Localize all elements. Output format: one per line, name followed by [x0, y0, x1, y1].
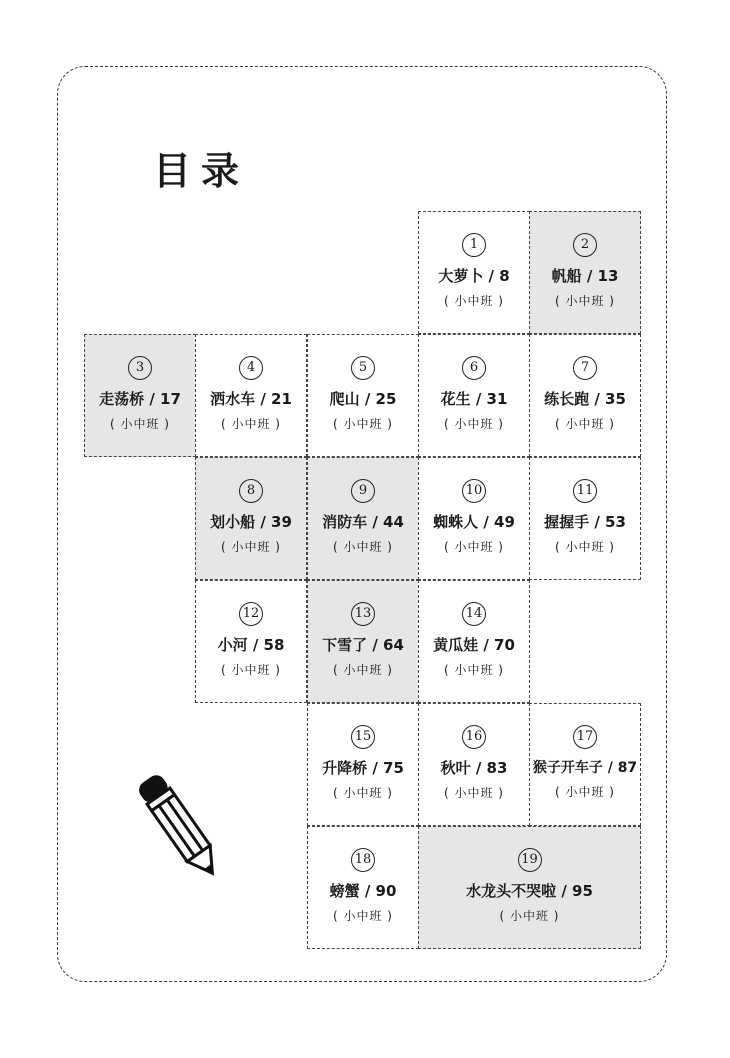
entry-grade: ( 小中班 )	[333, 417, 393, 431]
entry-number: 6	[462, 356, 486, 380]
entry-grade: ( 小中班 )	[555, 417, 615, 431]
toc-entry-16[interactable]	[418, 703, 530, 826]
pencil-icon	[128, 762, 228, 887]
entry-number: 10	[462, 479, 486, 503]
toc-entry-9[interactable]	[307, 457, 419, 580]
entry-number: 16	[462, 725, 486, 749]
entry-title: 练长跑 / 35	[544, 390, 626, 408]
toc-entry-10[interactable]	[418, 457, 530, 580]
toc-entry-18[interactable]	[307, 826, 419, 949]
entry-title: 黄瓜娃 / 70	[433, 636, 515, 654]
entry-title: 升降桥 / 75	[322, 759, 404, 777]
entry-title: 下雪了 / 64	[322, 636, 404, 654]
entry-number: 8	[239, 479, 263, 503]
entry-grade: ( 小中班 )	[444, 663, 504, 677]
entry-title: 小河 / 58	[217, 636, 285, 654]
entry-number: 17	[573, 725, 597, 749]
entry-title: 水龙头不哭啦 / 95	[466, 882, 593, 900]
entry-title: 大萝卜 / 8	[438, 267, 510, 285]
entry-number: 5	[351, 356, 375, 380]
entry-title: 螃蟹 / 90	[329, 882, 397, 900]
entry-grade: ( 小中班 )	[221, 663, 281, 677]
entry-grade: ( 小中班 )	[333, 786, 393, 800]
entry-grade: ( 小中班 )	[499, 909, 560, 923]
entry-grade: ( 小中班 )	[333, 909, 393, 923]
entry-grade: ( 小中班 )	[221, 540, 281, 554]
entry-number: 18	[351, 848, 375, 872]
toc-entry-15[interactable]	[307, 703, 419, 826]
entry-grade: ( 小中班 )	[444, 417, 504, 431]
toc-entry-13[interactable]	[307, 580, 419, 703]
entry-number: 7	[573, 356, 597, 380]
entry-grade: ( 小中班 )	[110, 417, 170, 431]
entry-number: 11	[573, 479, 597, 503]
entry-grade: ( 小中班 )	[555, 785, 615, 799]
entry-grade: ( 小中班 )	[444, 786, 504, 800]
entry-number: 3	[128, 356, 152, 380]
entry-grade: ( 小中班 )	[333, 663, 393, 677]
toc-entry-7[interactable]	[529, 334, 641, 457]
entry-title: 消防车 / 44	[322, 513, 404, 531]
entry-title: 划小船 / 39	[210, 513, 292, 531]
toc-entry-4[interactable]	[195, 334, 307, 457]
toc-entry-12[interactable]	[195, 580, 307, 703]
entry-title: 花生 / 31	[440, 390, 508, 408]
entry-number: 19	[518, 848, 542, 872]
toc-entry-17[interactable]	[529, 703, 641, 826]
toc-entry-6[interactable]	[418, 334, 530, 457]
toc-entry-19[interactable]	[418, 826, 641, 949]
toc-entry-11[interactable]	[529, 457, 641, 580]
entry-number: 9	[351, 479, 375, 503]
entry-number: 4	[239, 356, 263, 380]
entry-grade: ( 小中班 )	[444, 294, 504, 308]
entry-grade: ( 小中班 )	[555, 294, 615, 308]
entry-title: 握握手 / 53	[544, 513, 626, 531]
entry-number: 2	[573, 233, 597, 257]
toc-entry-5[interactable]	[307, 334, 419, 457]
entry-grade: ( 小中班 )	[221, 417, 281, 431]
toc-entry-14[interactable]	[418, 580, 530, 703]
toc-entry-3[interactable]	[84, 334, 196, 457]
toc-entry-1[interactable]	[418, 211, 530, 334]
entry-number: 14	[462, 602, 486, 626]
entry-number: 15	[351, 725, 375, 749]
entry-title: 洒水车 / 21	[210, 390, 292, 408]
toc-entry-8[interactable]	[195, 457, 307, 580]
entry-number: 12	[239, 602, 263, 626]
entry-grade: ( 小中班 )	[555, 540, 615, 554]
entry-title: 猴子开车子 / 87	[532, 760, 638, 776]
entry-title: 帆船 / 13	[551, 267, 619, 285]
toc-entry-2[interactable]	[529, 211, 641, 334]
entry-title: 爬山 / 25	[329, 390, 397, 408]
entry-grade: ( 小中班 )	[444, 540, 504, 554]
entry-title: 蜘蛛人 / 49	[433, 513, 515, 531]
entry-number: 13	[351, 602, 375, 626]
entry-grade: ( 小中班 )	[333, 540, 393, 554]
page-title: 目录	[153, 148, 250, 193]
entry-number: 1	[462, 233, 486, 257]
entry-title: 走荡桥 / 17	[99, 390, 181, 408]
entry-title: 秋叶 / 83	[440, 759, 508, 777]
